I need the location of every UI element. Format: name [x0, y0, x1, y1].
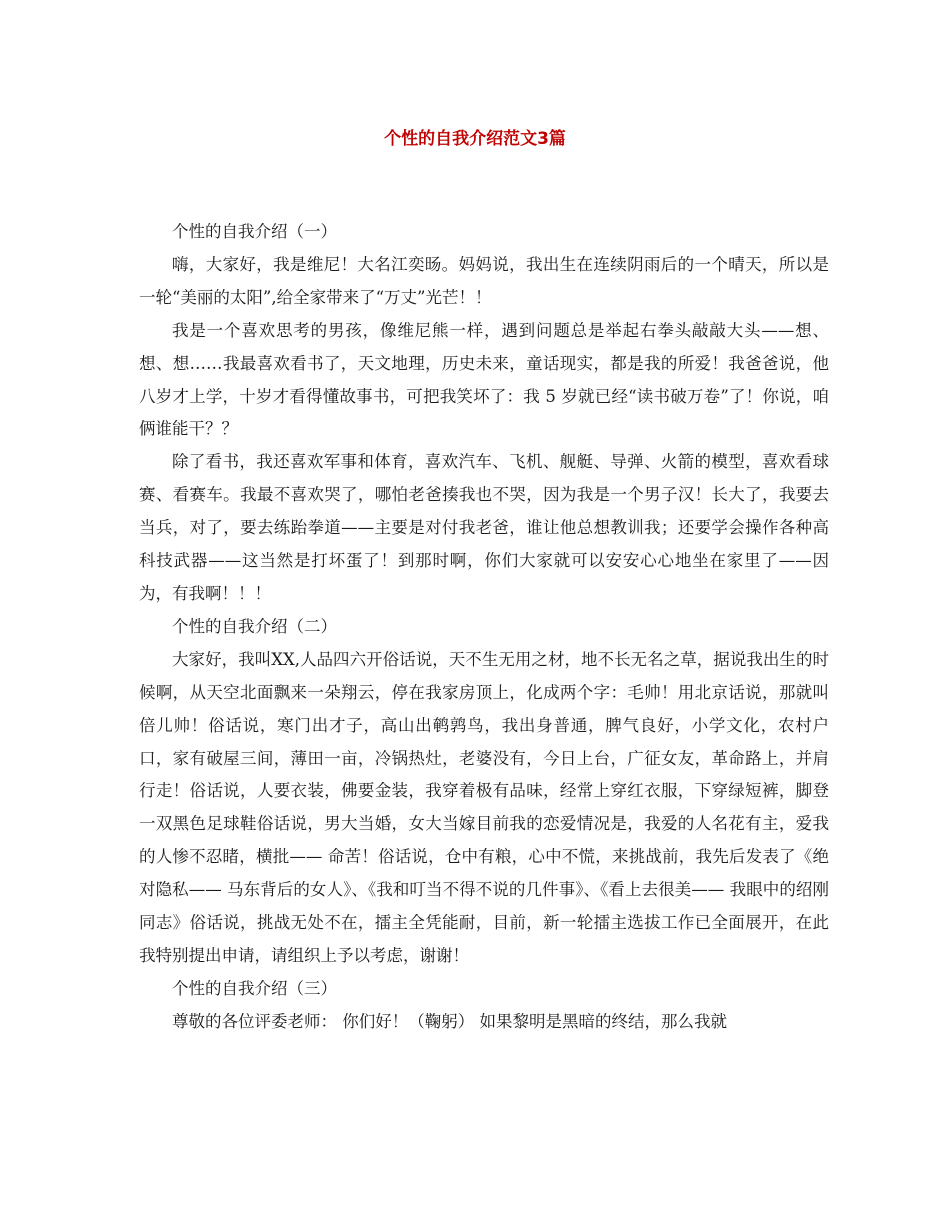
document-body — [139, 216, 829, 1039]
paragraph: 我是一个喜欢思考的男孩，像维尼熊一样，遇到问题总是举起右拳头敲敲大头——想、想、想……我最喜欢看书了，天文地理，历史未来，童话现实，都是我的所爱！我爸爸说，他八岁才上学，十岁才看得懂故事书，可把我笑坏了：我 5 岁就已经“读书破万卷”了！你说，咱俩谁能干？？ — [139, 320, 829, 439]
paragraph: 大家好，我叫XX,人品四六开俗话说，天不生无用之材，地不长无名之草，据说我出生的时候啊，从天空北面飘来一朵翔云，停在我家房顶上，化成两个字：毛帅！用北京话说，那就叫倍儿帅！俗话说，寒门出才子，高山出鹌鹑鸟，我出身普通，脾气良好，小学文化，农村户口，家有破屋三间，薄田一亩，冷锅热灶，老婆没有，今日上台，广征女友，革命路上，并肩行走！俗话说，人要衣装，佛要金装，我穿着极有品味，经常上穿红衣服，下穿绿短裤，脚登一双黑色足球鞋俗话说，男大当婚，女大当嫁目前我的恋爱情况是，我爱的人名花有主，爱我的人惨不忍睹，横批—— 命苦！俗话说，仓中有粮，心中不慌，来挑战前，我先后发表了《绝对隐私—— 马东背后的女人》、《我和叮当不得不说的几件事》、《看上去很美—— 我眼中的绍刚同志》俗话说，挑战无处不在，擂主全凭能耐，目前，新一轮擂主选拔工作已全面展开，在此我特别提出申请，请组织上予以考虑，谢谢！ — [139, 649, 829, 965]
paragraph: 除了看书，我还喜欢军事和体育，喜欢汽车、飞机、舰艇、导弹、火箭的模型，喜欢看球赛、看赛车。我最不喜欢哭了，哪怕老爸揍我也不哭，因为我是一个男子汉！长大了，我要去当兵，对了，要去练跆拳道——主要是对付我老爸，谁让他总想教训我；还要学会操作各种高科技武器——这当然是打坏蛋了！到那时啊，你们大家就可以安安心心地坐在家里了——因为，有我啊！！！ — [139, 452, 829, 603]
section-heading: 个性的自我介绍（一） — [172, 222, 337, 241]
document-title: 个性的自我介绍范文3篇 — [384, 129, 566, 149]
section-heading: 个性的自我介绍（三） — [172, 978, 337, 998]
paragraph: 尊敬的各位评委老师： 你们好！（鞠躬） 如果黎明是黑暗的终结，那么我就 — [172, 1011, 727, 1031]
section-heading: 个性的自我介绍（二） — [172, 616, 337, 636]
paragraph: 嗨，大家好，我是维尼！大名江奕旸。妈妈说，我出生在连续阴雨后的一个晴天，所以是一轮“美丽的太阳”,给全家带来了“万丈”光芒！！ — [139, 254, 829, 307]
